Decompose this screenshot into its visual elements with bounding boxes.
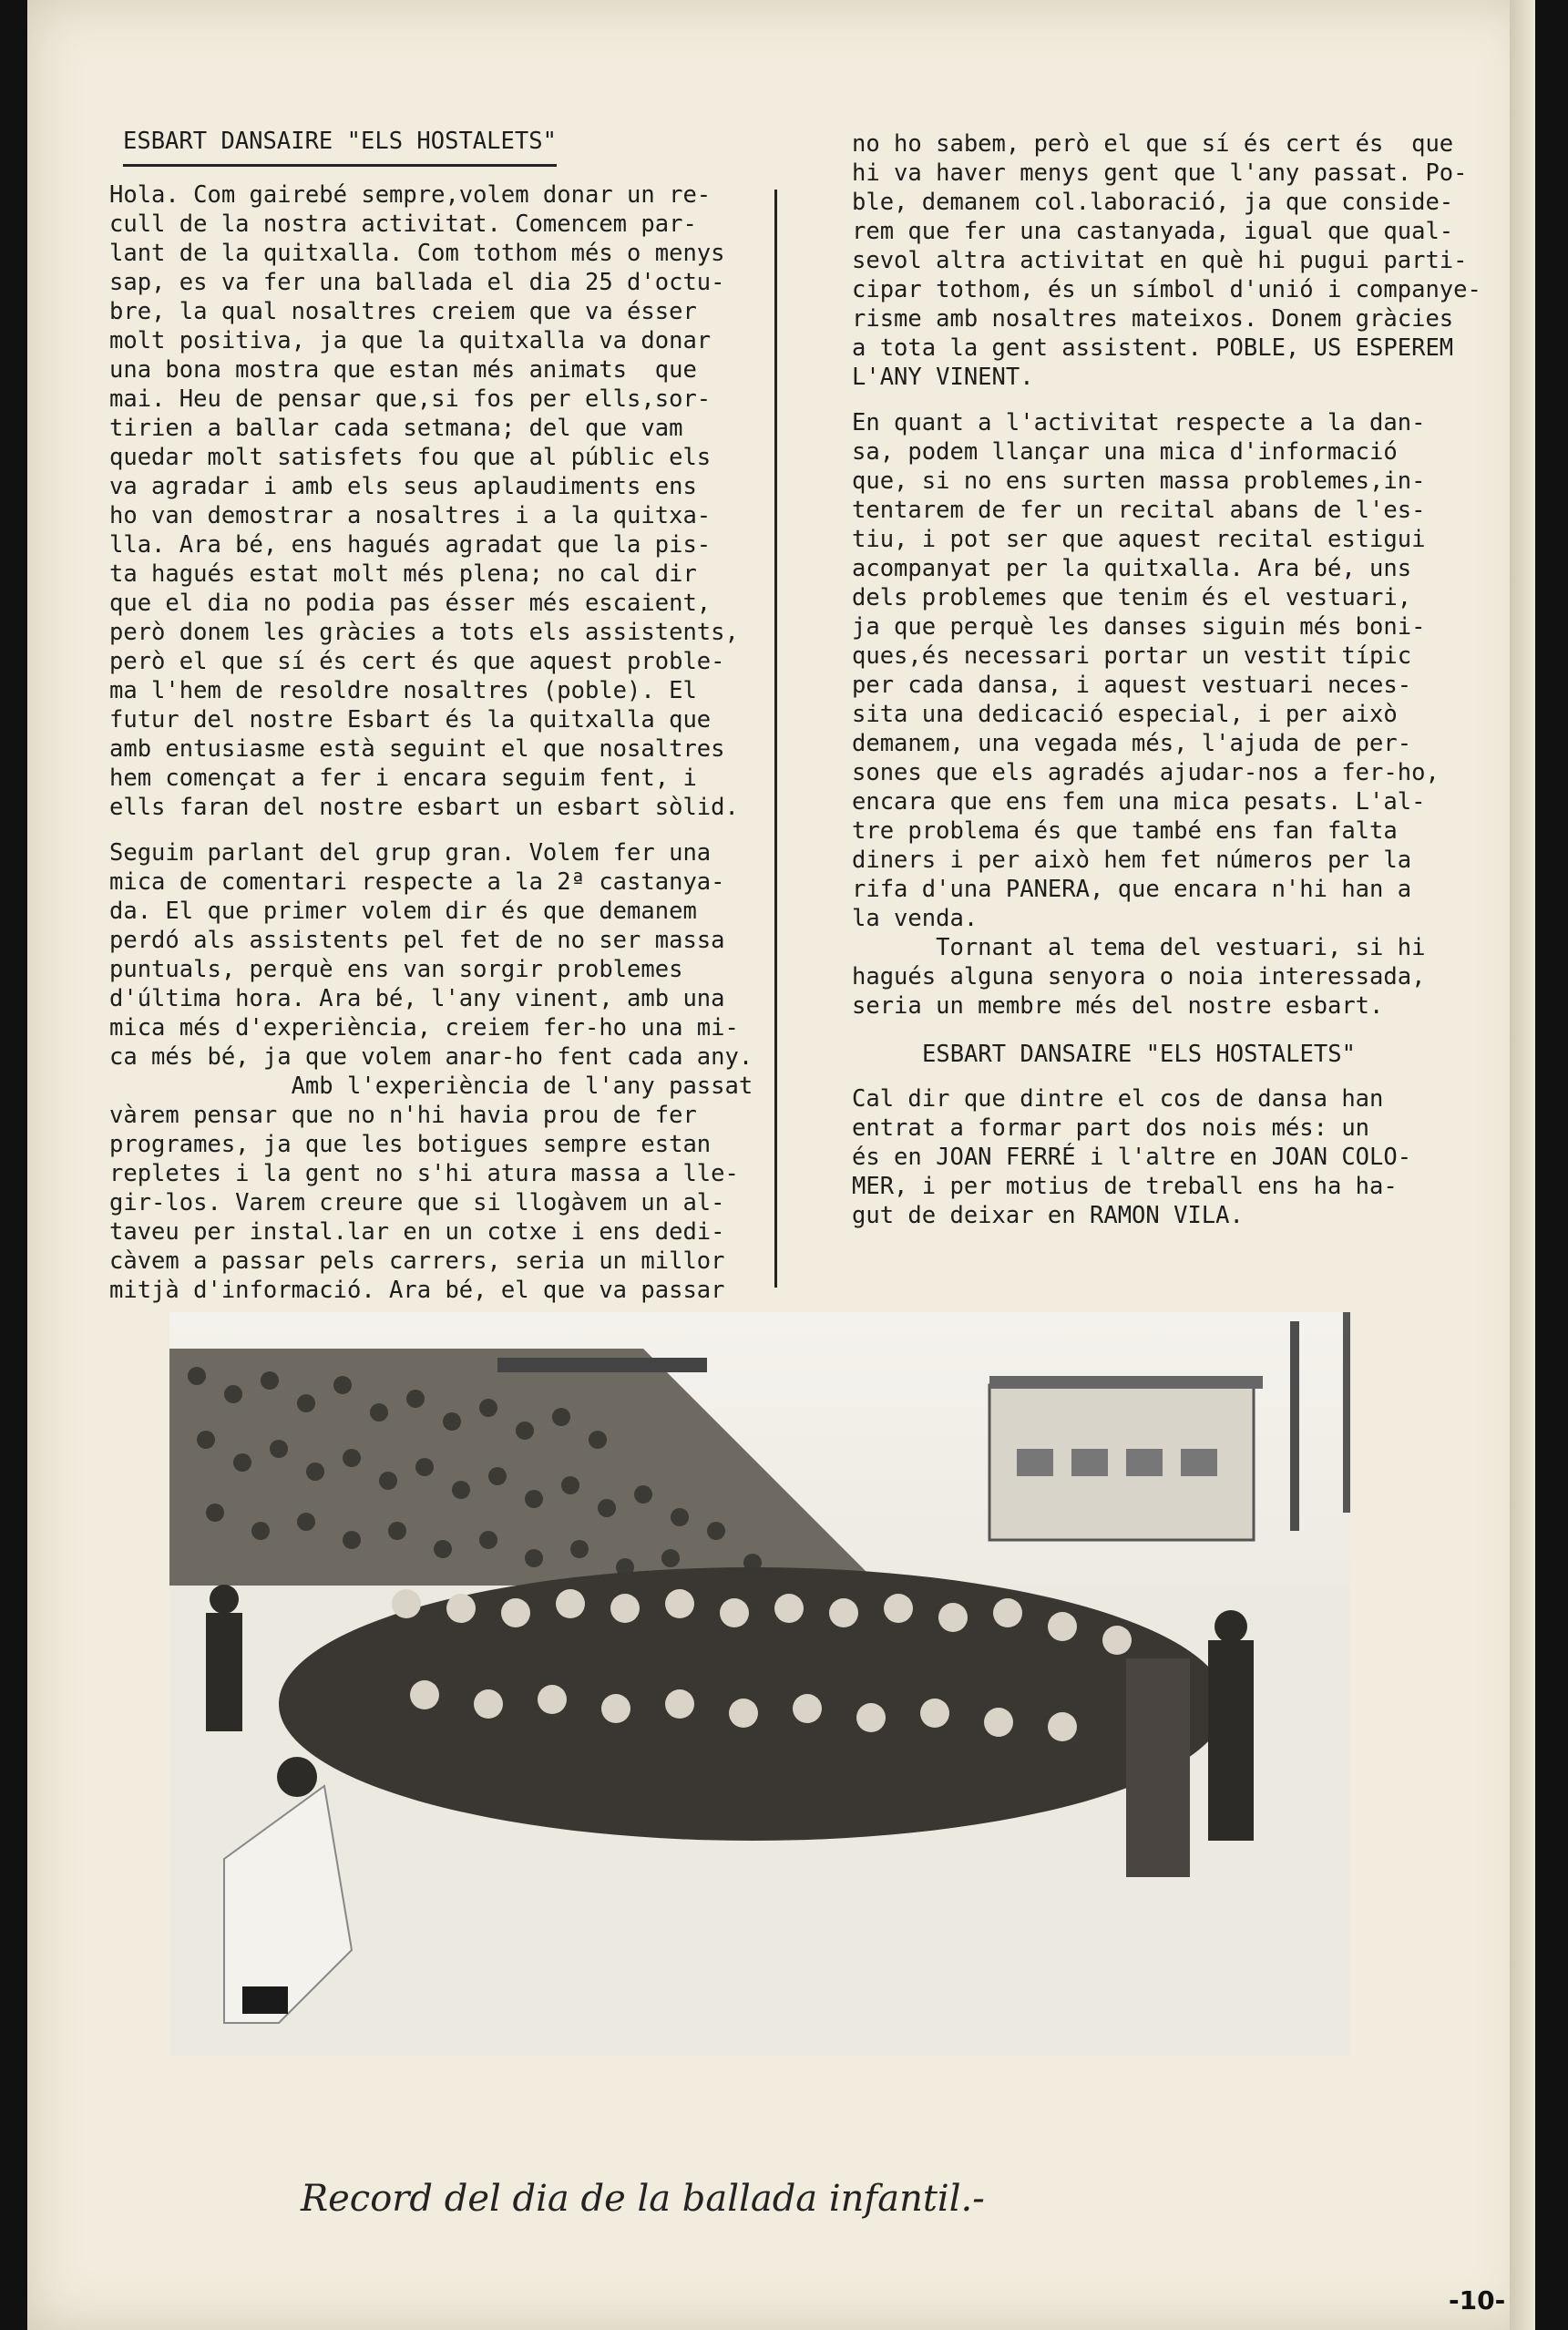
text-line: dels problemes que tenim és el vestuari, [852,584,1412,611]
text-line: mica de comentari respecte a la 2ª castanya- [109,868,725,896]
text-line: tirien a ballar cada setmana; del que vam [109,415,683,442]
right-column-top [852,129,1481,1021]
text-line: que, si no ens surten massa problemes,in- [852,467,1426,495]
text-line: acompanyat per la quitxalla. Ara bé, uns [852,555,1412,582]
text-line: gut de deixar en RAMON VILA. [852,1202,1244,1229]
text-line: hem començat a fer i encara seguim fent, i [109,765,697,792]
text-line: taveu per instal.lar en un cotxe i ens dedi- [109,1218,725,1246]
text-line: sevol altra activitat en què hi pugui parti- [852,247,1468,274]
text-line: sita una dedicació especial, i per això [852,701,1398,728]
text-line: ells faran del nostre esbart un esbart sòlid. [109,794,739,821]
text-line: En quant a l'activitat respecte a la dan- [852,409,1426,436]
page-spine [1510,0,1535,2330]
text-line: rifa d'una PANERA, que encara n'hi han a [852,876,1412,903]
text-line: però el que sí és cert és que aquest proble- [109,648,725,675]
article-signature: ESBART DANSAIRE "ELS HOSTALETS" [922,1041,1356,1068]
text-line: tentarem de fer un recital abans de l'es- [852,497,1426,524]
text-line: tre problema és que també ens fan falta [852,817,1398,845]
article-heading: ESBART DANSAIRE "ELS HOSTALETS" [123,128,557,167]
text-line: Hola. Com gairebé sempre,volem donar un re- [109,181,712,209]
text-line: perdó als assistents pel fet de no ser massa [109,927,725,954]
text-line: ma l'hem de resoldre nosaltres (poble). El [109,677,697,704]
text-line: Tornant al tema del vestuari, si hi [852,934,1426,961]
text-line: lant de la quitxalla. Com tothom més o menys [109,240,725,267]
text-line: demanem, una vegada més, l'ajuda de per- [852,730,1412,757]
text-line: ca més bé, ja que volem anar-ho fent cada any. [109,1043,753,1071]
dance-photo [169,1312,1350,2056]
text-line: L'ANY VINENT. [852,364,1034,391]
text-line: da. El que primer volem dir és que demanem [109,898,697,925]
text-line: hi va haver menys gent que l'any passat. Po- [852,159,1468,187]
text-line: Cal dir que dintre el cos de dansa han [852,1085,1384,1113]
text-line: Amb l'experiència de l'any passat [109,1073,753,1100]
text-line: va agradar i amb els seus aplaudiments ens [109,473,697,500]
text-line: quedar molt satisfets fou que al públic els [109,444,712,471]
text-line: la venda. [852,905,979,932]
text-line: mica més d'experiència, creiem fer-ho una mi- [109,1014,739,1042]
text-line: sa, podem llançar una mica d'informació [852,438,1398,466]
column-divider [774,190,777,1288]
text-line: hagués alguna senyora o noia interessada, [852,963,1426,991]
text-line: seria un membre més del nostre esbart. [852,992,1384,1020]
text-line: risme amb nosaltres mateixos. Donem gràcies [852,305,1454,333]
text-line: Seguim parlant del grup gran. Volem fer una [109,839,712,867]
text-line: futur del nostre Esbart és la quitxalla que [109,706,712,734]
text-line: ho van demostrar a nosaltres i a la quitxa- [109,502,712,529]
text-line: ja que perquè les danses siguin més boni- [852,613,1426,641]
text-line: rem que fer una castanyada, igual que qual- [852,218,1454,245]
text-line [109,822,753,838]
text-line: MER, i per motius de treball ens ha ha- [852,1173,1398,1200]
text-line: sones que els agradés ajudar-nos a fer-ho, [852,759,1440,786]
text-line: mai. Heu de pensar que,si fos per ells,sor- [109,385,712,413]
text-line: sap, es va fer una ballada el dia 25 d'octu- [109,269,725,296]
page-number: -10- [1449,2285,1506,2315]
text-line: vàrem pensar que no n'hi havia prou de fer [109,1102,697,1129]
text-line: mitjà d'informació. Ara bé, el que va passar [109,1277,725,1304]
text-line: repletes i la gent no s'hi atura massa a lle- [109,1160,739,1187]
text-line: d'última hora. Ara bé, l'any vinent, amb una [109,985,725,1012]
text-line: ques,és necessari portar un vestit típic [852,642,1412,670]
text-line [852,392,1481,408]
text-line: càvem a passar pels carrers, seria un millor [109,1247,725,1275]
text-line: puntuals, perquè ens van sorgir problemes [109,956,683,983]
text-line: encara que ens fem una mica pesats. L'al- [852,788,1426,816]
text-line: gir-los. Varem creure que si llogàvem un al- [109,1189,725,1216]
text-line: però donem les gràcies a tots els assistents, [109,619,739,646]
text-line: que el dia no podia pas ésser més escaient, [109,590,712,617]
text-line: cull de la nostra activitat. Comencem par- [109,210,697,238]
text-line: ta hagués estat molt més plena; no cal dir [109,560,697,588]
text-line: cipar tothom, és un símbol d'unió i companye- [852,276,1481,303]
text-line: tiu, i pot ser que aquest recital estigui [852,526,1426,553]
text-line: molt positiva, ja que la quitxalla va donar [109,327,712,354]
text-line: a tota la gent assistent. POBLE, US ESPEREM [852,334,1454,362]
text-line: és en JOAN FERRÉ i l'altre en JOAN COLO- [852,1144,1412,1171]
text-line: una bona mostra que estan més animats que [109,356,697,384]
photo-caption: Record del dia de la ballada infantil.- [301,2178,985,2220]
text-line: ble, demanem col.laboració, ja que conside- [852,189,1454,216]
text-line: diners i per això hem fet números per la [852,847,1412,874]
text-line: per cada dansa, i aquest vestuari neces- [852,672,1412,699]
photo-illustration [169,1312,1350,2056]
text-line: programes, ja que les botigues sempre estan [109,1131,712,1158]
text-line: amb entusiasme està seguint el que nosaltres [109,735,725,763]
text-line: lla. Ara bé, ens hagués agradat que la pis- [109,531,712,559]
left-column [109,180,753,1305]
text-line: no ho sabem, però el que sí és cert és que [852,130,1454,158]
right-column-bottom [852,1084,1411,1230]
text-line: entrat a formar part dos nois més: un [852,1114,1370,1142]
text-line: bre, la qual nosaltres creiem que va ésser [109,298,697,325]
